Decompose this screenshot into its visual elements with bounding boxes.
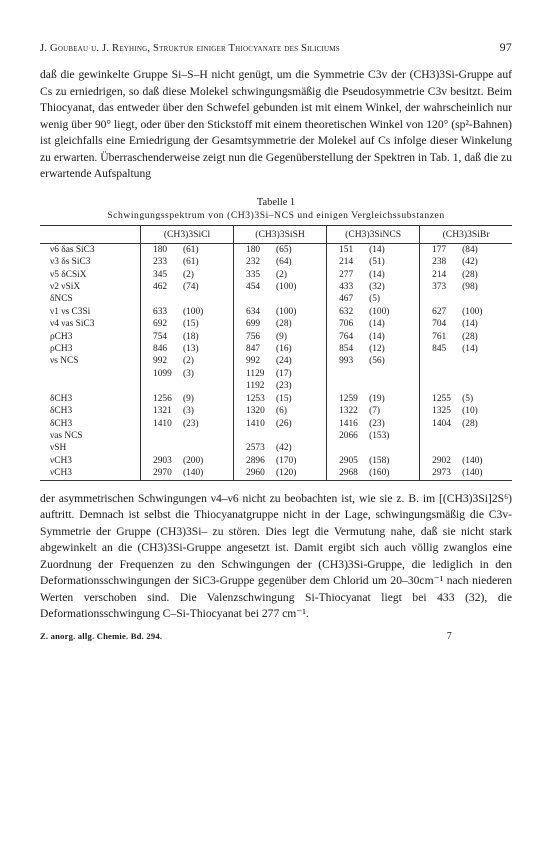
intensity-value: (64) bbox=[276, 257, 292, 268]
intensity-value: (153) bbox=[369, 430, 390, 441]
frequency-cell bbox=[420, 318, 512, 330]
frequency-value: 232 bbox=[246, 257, 261, 268]
frequency-value: 345 bbox=[153, 269, 168, 280]
table-body bbox=[40, 243, 512, 480]
frequency-value: 2970 bbox=[153, 468, 172, 479]
frequency-value: 1321 bbox=[153, 406, 172, 417]
assignment-cell: νas NCS bbox=[50, 430, 83, 441]
frequency-cell bbox=[327, 343, 420, 355]
frequency-value: 1410 bbox=[153, 418, 172, 429]
page-footer bbox=[40, 631, 512, 642]
frequency-value: 151 bbox=[339, 244, 354, 255]
frequency-cell bbox=[420, 368, 512, 380]
frequency-cell bbox=[234, 380, 327, 392]
frequency-cell bbox=[327, 306, 420, 318]
assignment-cell: δCH3 bbox=[50, 406, 73, 417]
table-subtitle: Schwingungsspektrum von (CH3)3Si–NCS und einigen Vergleichssubstanzen bbox=[107, 209, 445, 221]
intensity-value: (10) bbox=[462, 406, 478, 417]
assignment-cell bbox=[40, 380, 141, 392]
assignment-cell: ν5 δCSiX bbox=[50, 269, 87, 280]
intensity-value: (24) bbox=[276, 356, 292, 367]
frequency-cell bbox=[141, 256, 234, 268]
intensity-value: (15) bbox=[183, 319, 199, 330]
column-header-assignment bbox=[40, 225, 141, 243]
intensity-value: (32) bbox=[369, 282, 385, 293]
intensity-value: (26) bbox=[276, 418, 292, 429]
table-row bbox=[40, 418, 512, 430]
frequency-value: 180 bbox=[153, 244, 168, 255]
frequency-cell bbox=[420, 380, 512, 392]
frequency-cell bbox=[234, 355, 327, 367]
intensity-value: (42) bbox=[462, 257, 478, 268]
frequency-value: 467 bbox=[339, 294, 354, 305]
frequency-cell bbox=[141, 269, 234, 281]
frequency-value: 2573 bbox=[246, 443, 265, 454]
frequency-cell bbox=[234, 318, 327, 330]
frequency-value: 627 bbox=[432, 306, 447, 317]
intensity-value: (13) bbox=[183, 344, 199, 355]
frequency-value: 699 bbox=[246, 319, 261, 330]
frequency-cell bbox=[234, 430, 327, 442]
frequency-value: 1322 bbox=[339, 406, 358, 417]
frequency-cell bbox=[141, 368, 234, 380]
intensity-value: (74) bbox=[183, 282, 199, 293]
intensity-value: (7) bbox=[369, 406, 381, 417]
frequency-cell bbox=[420, 467, 512, 480]
intensity-value: (18) bbox=[183, 331, 199, 342]
intensity-value: (65) bbox=[276, 244, 292, 255]
assignment-cell: ν1 νs C3Si bbox=[50, 306, 91, 317]
frequency-value: 847 bbox=[246, 344, 261, 355]
intensity-value: (2) bbox=[276, 269, 287, 280]
page-number: 97 bbox=[499, 40, 512, 54]
column-header-sibr: (CH3)3SiBr bbox=[420, 225, 512, 243]
intensity-value: (14) bbox=[369, 244, 385, 255]
page bbox=[40, 40, 512, 642]
intensity-value: (98) bbox=[462, 282, 478, 293]
intensity-value: (14) bbox=[462, 319, 478, 330]
frequency-value: 632 bbox=[339, 306, 354, 317]
signature-mark: 7 bbox=[446, 630, 452, 642]
table-header-row bbox=[40, 225, 512, 243]
intensity-value: (120) bbox=[276, 468, 297, 479]
frequency-cell bbox=[327, 467, 420, 480]
table-row bbox=[40, 331, 512, 343]
frequency-cell bbox=[420, 256, 512, 268]
frequency-value: 1259 bbox=[339, 393, 358, 404]
frequency-cell bbox=[234, 467, 327, 480]
frequency-value: 761 bbox=[432, 331, 447, 342]
intensity-value: (28) bbox=[462, 269, 478, 280]
frequency-cell bbox=[327, 430, 420, 442]
frequency-cell bbox=[234, 331, 327, 343]
column-header-sincs: (CH3)3SiNCS bbox=[327, 225, 420, 243]
frequency-cell bbox=[420, 455, 512, 467]
frequency-value: 433 bbox=[339, 282, 354, 293]
frequency-cell bbox=[141, 418, 234, 430]
frequency-cell bbox=[141, 442, 234, 454]
intensity-value: (23) bbox=[183, 418, 199, 429]
intensity-value: (2) bbox=[183, 269, 194, 280]
intensity-value: (17) bbox=[276, 368, 292, 379]
page-header bbox=[40, 40, 512, 55]
intensity-value: (140) bbox=[462, 455, 483, 466]
table-row bbox=[40, 343, 512, 355]
intensity-value: (160) bbox=[369, 468, 390, 479]
frequency-cell bbox=[420, 418, 512, 430]
frequency-cell bbox=[420, 430, 512, 442]
intensity-value: (19) bbox=[369, 393, 385, 404]
frequency-value: 1404 bbox=[432, 418, 451, 429]
frequency-value: 633 bbox=[153, 306, 168, 317]
table-row bbox=[40, 442, 512, 454]
frequency-value: 764 bbox=[339, 331, 354, 342]
table-row bbox=[40, 269, 512, 281]
assignment-cell: ν3 δs SiC3 bbox=[50, 257, 91, 268]
intensity-value: (15) bbox=[276, 393, 292, 404]
intensity-value: (100) bbox=[276, 282, 297, 293]
frequency-value: 1416 bbox=[339, 418, 358, 429]
intensity-value: (61) bbox=[183, 257, 199, 268]
frequency-value: 2896 bbox=[246, 455, 265, 466]
frequency-value: 2968 bbox=[339, 468, 358, 479]
table-row bbox=[40, 467, 512, 480]
frequency-cell bbox=[327, 269, 420, 281]
frequency-value: 704 bbox=[432, 319, 447, 330]
table-row bbox=[40, 318, 512, 330]
intensity-value: (28) bbox=[462, 331, 478, 342]
frequency-value: 1256 bbox=[153, 393, 172, 404]
frequency-value: 1099 bbox=[153, 368, 172, 379]
intensity-value: (100) bbox=[369, 306, 390, 317]
table-row bbox=[40, 243, 512, 256]
intensity-value: (51) bbox=[369, 257, 385, 268]
frequency-cell bbox=[141, 455, 234, 467]
assignment-cell: ρCH3 bbox=[50, 331, 73, 342]
frequency-value: 992 bbox=[153, 356, 168, 367]
frequency-value: 238 bbox=[432, 257, 447, 268]
frequency-cell bbox=[327, 380, 420, 392]
frequency-cell bbox=[234, 293, 327, 305]
frequency-value: 845 bbox=[432, 344, 447, 355]
frequency-cell bbox=[141, 430, 234, 442]
body-paragraph-bottom: der asymmetrischen Schwingungen ν4–ν6 nicht zu beobachten ist, wie sie z. B. im [(CH3)3Si]2S⁶) auftritt. Demnach ist selbst die Thiocyanatgruppe nicht in der Lage, schwingungsmäßig die C3v-Symmetrie der Gruppe (CH3)3Si– zu stören. Dies legt die Vermutung nahe, daß sie nicht stark abgewinkelt an die (CH3)3Si-Gruppe angesetzt ist. Damit ergibt sich auch völlig zwanglos eine Zuordnung der Frequenzen zu den Schwingungen der (CH3)3Si-Gruppe, die lediglich in den Deformationsschwingungen der SiC3-Gruppe gegenüber dem Chlorid um 20–30cm⁻¹ nach niederen Werten verschoben sind. Die Valenzschwingung Si-Thiocyanat liegt bei 433 (32), die Deformationsschwingung C–Si-Thiocyanat bei 277 cm⁻¹. bbox=[40, 491, 512, 621]
table-caption: Tabelle 1 bbox=[256, 196, 296, 208]
intensity-value: (6) bbox=[276, 406, 287, 417]
frequency-cell bbox=[141, 293, 234, 305]
intensity-value: (42) bbox=[276, 443, 292, 454]
frequency-cell bbox=[141, 306, 234, 318]
frequency-cell bbox=[327, 442, 420, 454]
frequency-value: 214 bbox=[432, 269, 447, 280]
intensity-value: (3) bbox=[183, 368, 194, 379]
column-header-sicl: (CH3)3SiCl bbox=[141, 225, 234, 243]
frequency-cell bbox=[141, 343, 234, 355]
table-row bbox=[40, 430, 512, 442]
frequency-cell bbox=[327, 318, 420, 330]
intensity-value: (56) bbox=[369, 356, 385, 367]
intensity-value: (84) bbox=[462, 244, 478, 255]
frequency-value: 214 bbox=[339, 257, 354, 268]
frequency-cell bbox=[234, 368, 327, 380]
frequency-cell bbox=[141, 393, 234, 405]
table-row bbox=[40, 380, 512, 392]
frequency-value: 1410 bbox=[246, 418, 265, 429]
frequency-cell bbox=[420, 331, 512, 343]
intensity-value: (12) bbox=[369, 344, 385, 355]
intensity-value: (28) bbox=[276, 319, 292, 330]
assignment-cell: ν4 νas SiC3 bbox=[50, 319, 95, 330]
frequency-cell bbox=[234, 269, 327, 281]
frequency-value: 1129 bbox=[246, 368, 265, 379]
frequency-value: 2066 bbox=[339, 430, 358, 441]
frequency-value: 2905 bbox=[339, 455, 358, 466]
frequency-cell bbox=[420, 281, 512, 293]
table-row bbox=[40, 256, 512, 268]
table-row bbox=[40, 393, 512, 405]
frequency-cell bbox=[420, 355, 512, 367]
frequency-cell bbox=[234, 243, 327, 256]
intensity-value: (14) bbox=[462, 344, 478, 355]
table-row bbox=[40, 355, 512, 367]
assignment-cell bbox=[40, 368, 141, 380]
intensity-value: (100) bbox=[183, 306, 204, 317]
intensity-value: (9) bbox=[183, 393, 194, 404]
frequency-cell bbox=[327, 393, 420, 405]
frequency-cell bbox=[420, 269, 512, 281]
frequency-cell bbox=[141, 380, 234, 392]
column-header-sish: (CH3)3SiSH bbox=[234, 225, 327, 243]
assignment-cell: νSH bbox=[50, 443, 67, 454]
frequency-value: 277 bbox=[339, 269, 354, 280]
frequency-value: 756 bbox=[246, 331, 261, 342]
frequency-value: 846 bbox=[153, 344, 168, 355]
frequency-cell bbox=[141, 331, 234, 343]
assignment-cell: νs NCS bbox=[50, 356, 79, 367]
journal-reference: Z. anorg. allg. Chemie. Bd. 294. bbox=[40, 630, 163, 641]
frequency-cell bbox=[234, 442, 327, 454]
assignment-cell: ρCH3 bbox=[50, 344, 73, 355]
frequency-value: 1325 bbox=[432, 406, 451, 417]
intensity-value: (2) bbox=[183, 356, 194, 367]
intensity-value: (170) bbox=[276, 455, 297, 466]
frequency-value: 993 bbox=[339, 356, 354, 367]
assignment-cell: δCH3 bbox=[50, 393, 73, 404]
frequency-cell bbox=[327, 293, 420, 305]
frequency-cell bbox=[420, 442, 512, 454]
frequency-cell bbox=[141, 281, 234, 293]
frequency-value: 754 bbox=[153, 331, 168, 342]
frequency-cell bbox=[327, 256, 420, 268]
intensity-value: (5) bbox=[369, 294, 381, 305]
frequency-value: 462 bbox=[153, 282, 168, 293]
intensity-value: (14) bbox=[369, 331, 385, 342]
intensity-value: (9) bbox=[276, 331, 287, 342]
frequency-cell bbox=[234, 306, 327, 318]
frequency-cell bbox=[420, 343, 512, 355]
assignment-cell: δCH3 bbox=[50, 418, 73, 429]
intensity-value: (14) bbox=[369, 269, 385, 280]
frequency-value: 2903 bbox=[153, 455, 172, 466]
frequency-value: 854 bbox=[339, 344, 354, 355]
frequency-cell bbox=[327, 418, 420, 430]
frequency-value: 1253 bbox=[246, 393, 265, 404]
table-row bbox=[40, 405, 512, 417]
intensity-value: (140) bbox=[183, 468, 204, 479]
assignment-cell: ν6 δas SiC3 bbox=[50, 244, 95, 255]
frequency-value: 2973 bbox=[432, 468, 451, 479]
spectrum-table bbox=[40, 225, 512, 481]
frequency-value: 233 bbox=[153, 257, 168, 268]
frequency-cell bbox=[234, 455, 327, 467]
intensity-value: (200) bbox=[183, 455, 204, 466]
intensity-value: (3) bbox=[183, 406, 194, 417]
frequency-cell bbox=[420, 393, 512, 405]
assignment-cell: νCH3 bbox=[50, 455, 72, 466]
table-row bbox=[40, 293, 512, 305]
frequency-cell bbox=[141, 243, 234, 256]
frequency-cell bbox=[327, 355, 420, 367]
frequency-cell bbox=[327, 455, 420, 467]
frequency-cell bbox=[327, 331, 420, 343]
intensity-value: (100) bbox=[462, 306, 483, 317]
running-title: J. Goubeau u. J. Reyhing, Struktur einiger Thiocyanate des Siliciums bbox=[40, 43, 340, 54]
frequency-cell bbox=[234, 405, 327, 417]
intensity-value: (14) bbox=[369, 319, 385, 330]
frequency-value: 335 bbox=[246, 269, 261, 280]
frequency-cell bbox=[327, 281, 420, 293]
intensity-value: (100) bbox=[276, 306, 297, 317]
frequency-value: 992 bbox=[246, 356, 261, 367]
frequency-value: 1255 bbox=[432, 393, 451, 404]
intensity-value: (140) bbox=[462, 468, 483, 479]
frequency-cell bbox=[420, 293, 512, 305]
table-row bbox=[40, 306, 512, 318]
frequency-cell bbox=[141, 467, 234, 480]
frequency-cell bbox=[234, 393, 327, 405]
intensity-value: (28) bbox=[462, 418, 478, 429]
intensity-value: (23) bbox=[276, 381, 292, 392]
frequency-value: 2902 bbox=[432, 455, 451, 466]
frequency-cell bbox=[234, 418, 327, 430]
frequency-cell bbox=[420, 243, 512, 256]
frequency-value: 454 bbox=[246, 282, 261, 293]
frequency-cell bbox=[327, 368, 420, 380]
intensity-value: (16) bbox=[276, 344, 292, 355]
frequency-value: 706 bbox=[339, 319, 354, 330]
frequency-value: 692 bbox=[153, 319, 168, 330]
frequency-value: 177 bbox=[432, 244, 447, 255]
intensity-value: (158) bbox=[369, 455, 390, 466]
frequency-value: 1320 bbox=[246, 406, 265, 417]
frequency-cell bbox=[327, 243, 420, 256]
table-row bbox=[40, 455, 512, 467]
frequency-value: 2960 bbox=[246, 468, 265, 479]
frequency-cell bbox=[234, 343, 327, 355]
assignment-cell: νCH3 bbox=[50, 468, 72, 479]
frequency-cell bbox=[327, 405, 420, 417]
table-row bbox=[40, 281, 512, 293]
frequency-cell bbox=[141, 405, 234, 417]
body-paragraph-top: daß die gewinkelte Gruppe Si–S–H nicht genügt, um die Symmetrie C3v der (CH3)3Si-Gruppe auf Cs zu erniedrigen, so daß diese Molekel schwingungsmäßig die Pseudosymmetrie C3v besitzt. Beim Thiocyanat, das entweder über den Schwefel gebunden ist mit einem Winkel, der wahrscheinlich nur wenig über 90° liegt, oder über den Stickstoff mit einem theoretischen Winkel von 120° (sp²-Bahnen) ist gleichfalls eine Erniedrigung der Gesamtsymmetrie der Molekel auf Cs infolge dieser Winkelung zu erwarten. Überraschenderweise zeigt nun die Gegenüberstellung der Spektren in Tab. 1, daß die zu erwartende Aufspaltung bbox=[40, 68, 512, 181]
table-row bbox=[40, 368, 512, 380]
frequency-value: 1192 bbox=[246, 381, 265, 392]
frequency-value: 373 bbox=[432, 282, 447, 293]
assignment-cell: δNCS bbox=[50, 294, 73, 305]
intensity-value: (23) bbox=[369, 418, 385, 429]
frequency-cell bbox=[234, 281, 327, 293]
frequency-cell bbox=[141, 318, 234, 330]
frequency-cell bbox=[420, 405, 512, 417]
assignment-cell: ν2 νSiX bbox=[50, 282, 81, 293]
intensity-value: (5) bbox=[462, 393, 474, 404]
frequency-cell bbox=[141, 355, 234, 367]
frequency-value: 180 bbox=[246, 244, 261, 255]
frequency-cell bbox=[420, 306, 512, 318]
intensity-value: (61) bbox=[183, 244, 199, 255]
frequency-value: 634 bbox=[246, 306, 261, 317]
frequency-cell bbox=[234, 256, 327, 268]
